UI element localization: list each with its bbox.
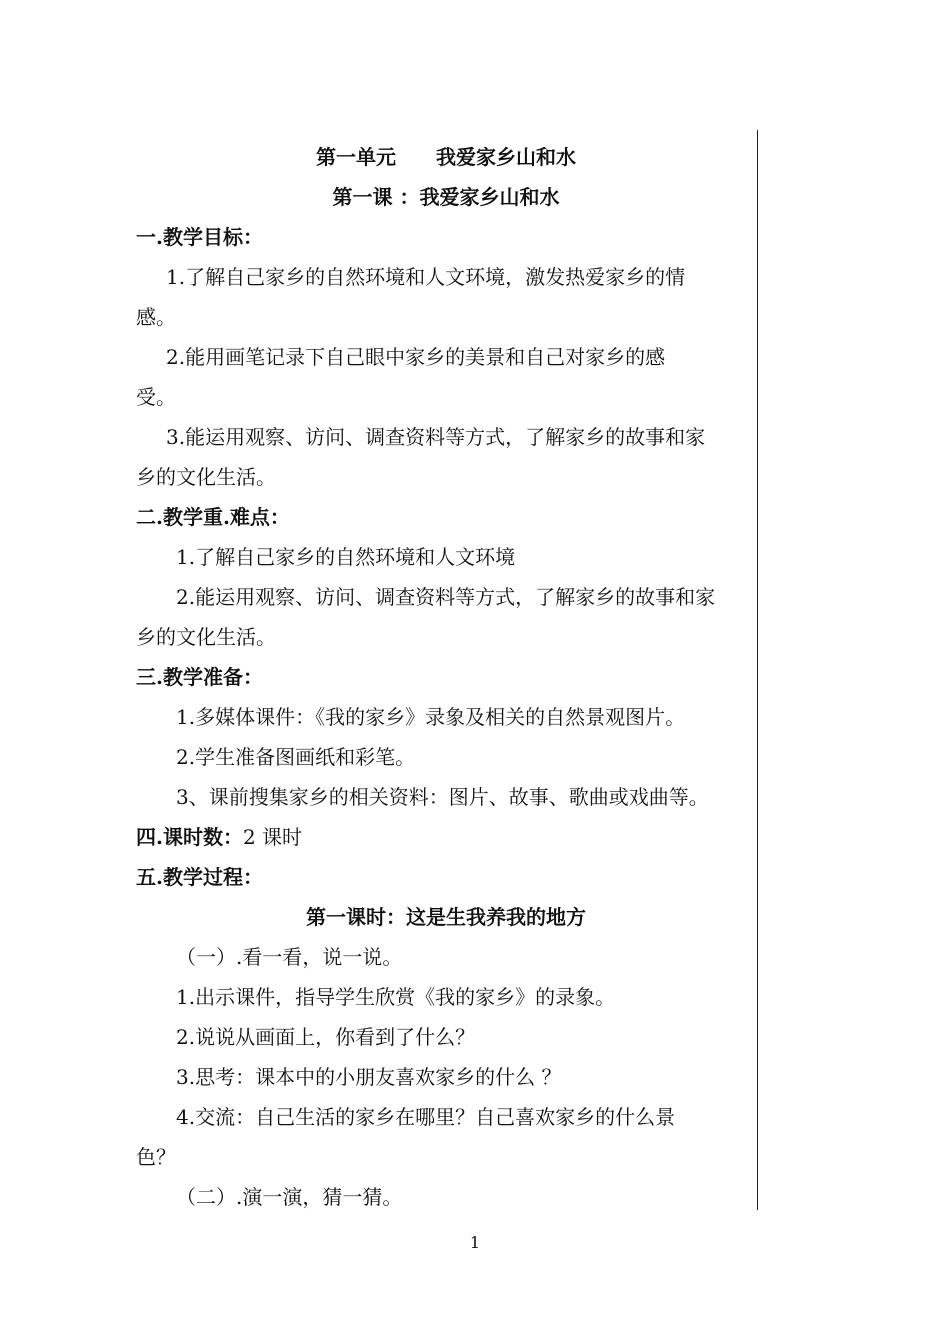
goal-item-3-line-2: 乡的文化生活。: [136, 465, 276, 489]
goal-item-1-line-1: 1.了解自己家乡的自然环境和人文环境，激发热爱家乡的情: [166, 265, 686, 289]
key-point-1: 1.了解自己家乡的自然环境和人文环境: [176, 545, 516, 569]
preparation-item-3: 3、课前搜集家乡的相关资料：图片、故事、歌曲或戏曲等。: [176, 785, 709, 809]
preparation-heading: 三.教学准备：: [136, 665, 263, 689]
key-point-2-line-1: 2.能运用观察、访问、调查资料等方式，了解家乡的故事和家: [176, 585, 716, 609]
goal-item-2-line-2: 受。: [136, 385, 176, 409]
part2-title: （二）.演一演，猜一猜。: [176, 1185, 403, 1209]
hours-row: [136, 823, 756, 851]
part1-item-1: 1.出示课件，指导学生欣赏《我的家乡》的录象。: [176, 985, 616, 1009]
hours-value: 2 课时: [242, 825, 303, 849]
unit-title: 第一单元 我爱家乡山和水: [316, 145, 576, 169]
part1-item-4-line-1: 4.交流：自己生活的家乡在哪里？自己喜欢家乡的什么景: [176, 1105, 676, 1129]
key-points-heading: 二.教学重.难点：: [136, 505, 290, 529]
preparation-item-1: 1.多媒体课件：《我的家乡》录象及相关的自然景观图片。: [176, 705, 686, 729]
process-heading: 五.教学过程：: [136, 865, 263, 889]
part1-title: （一）.看一看，说一说。: [176, 945, 403, 969]
goals-heading: 一.教学目标：: [136, 225, 263, 249]
key-point-2-line-2: 乡的文化生活。: [136, 625, 276, 649]
part1-item-4-line-2: 色？: [136, 1145, 176, 1169]
preparation-item-2: 2.学生准备图画纸和彩笔。: [176, 745, 416, 769]
period-title: 第一课时：这是生我养我的地方: [306, 905, 586, 929]
goal-item-2-line-1: 2.能用画笔记录下自己眼中家乡的美景和自己对家乡的感: [166, 345, 666, 369]
part1-item-3: 3.思考：课本中的小朋友喜欢家乡的什么 ？: [176, 1065, 562, 1089]
lesson-title: 第一课 ：我爱家乡山和水: [332, 185, 560, 209]
hours-heading: 四.课时数：: [136, 825, 243, 849]
part1-item-2: 2.说说从画面上，你看到了什么？: [176, 1025, 476, 1049]
page-number: 1: [469, 1233, 481, 1252]
goal-item-1-line-2: 感。: [136, 305, 176, 329]
goal-item-3-line-1: 3.能运用观察、访问、调查资料等方式，了解家乡的故事和家: [166, 425, 706, 449]
